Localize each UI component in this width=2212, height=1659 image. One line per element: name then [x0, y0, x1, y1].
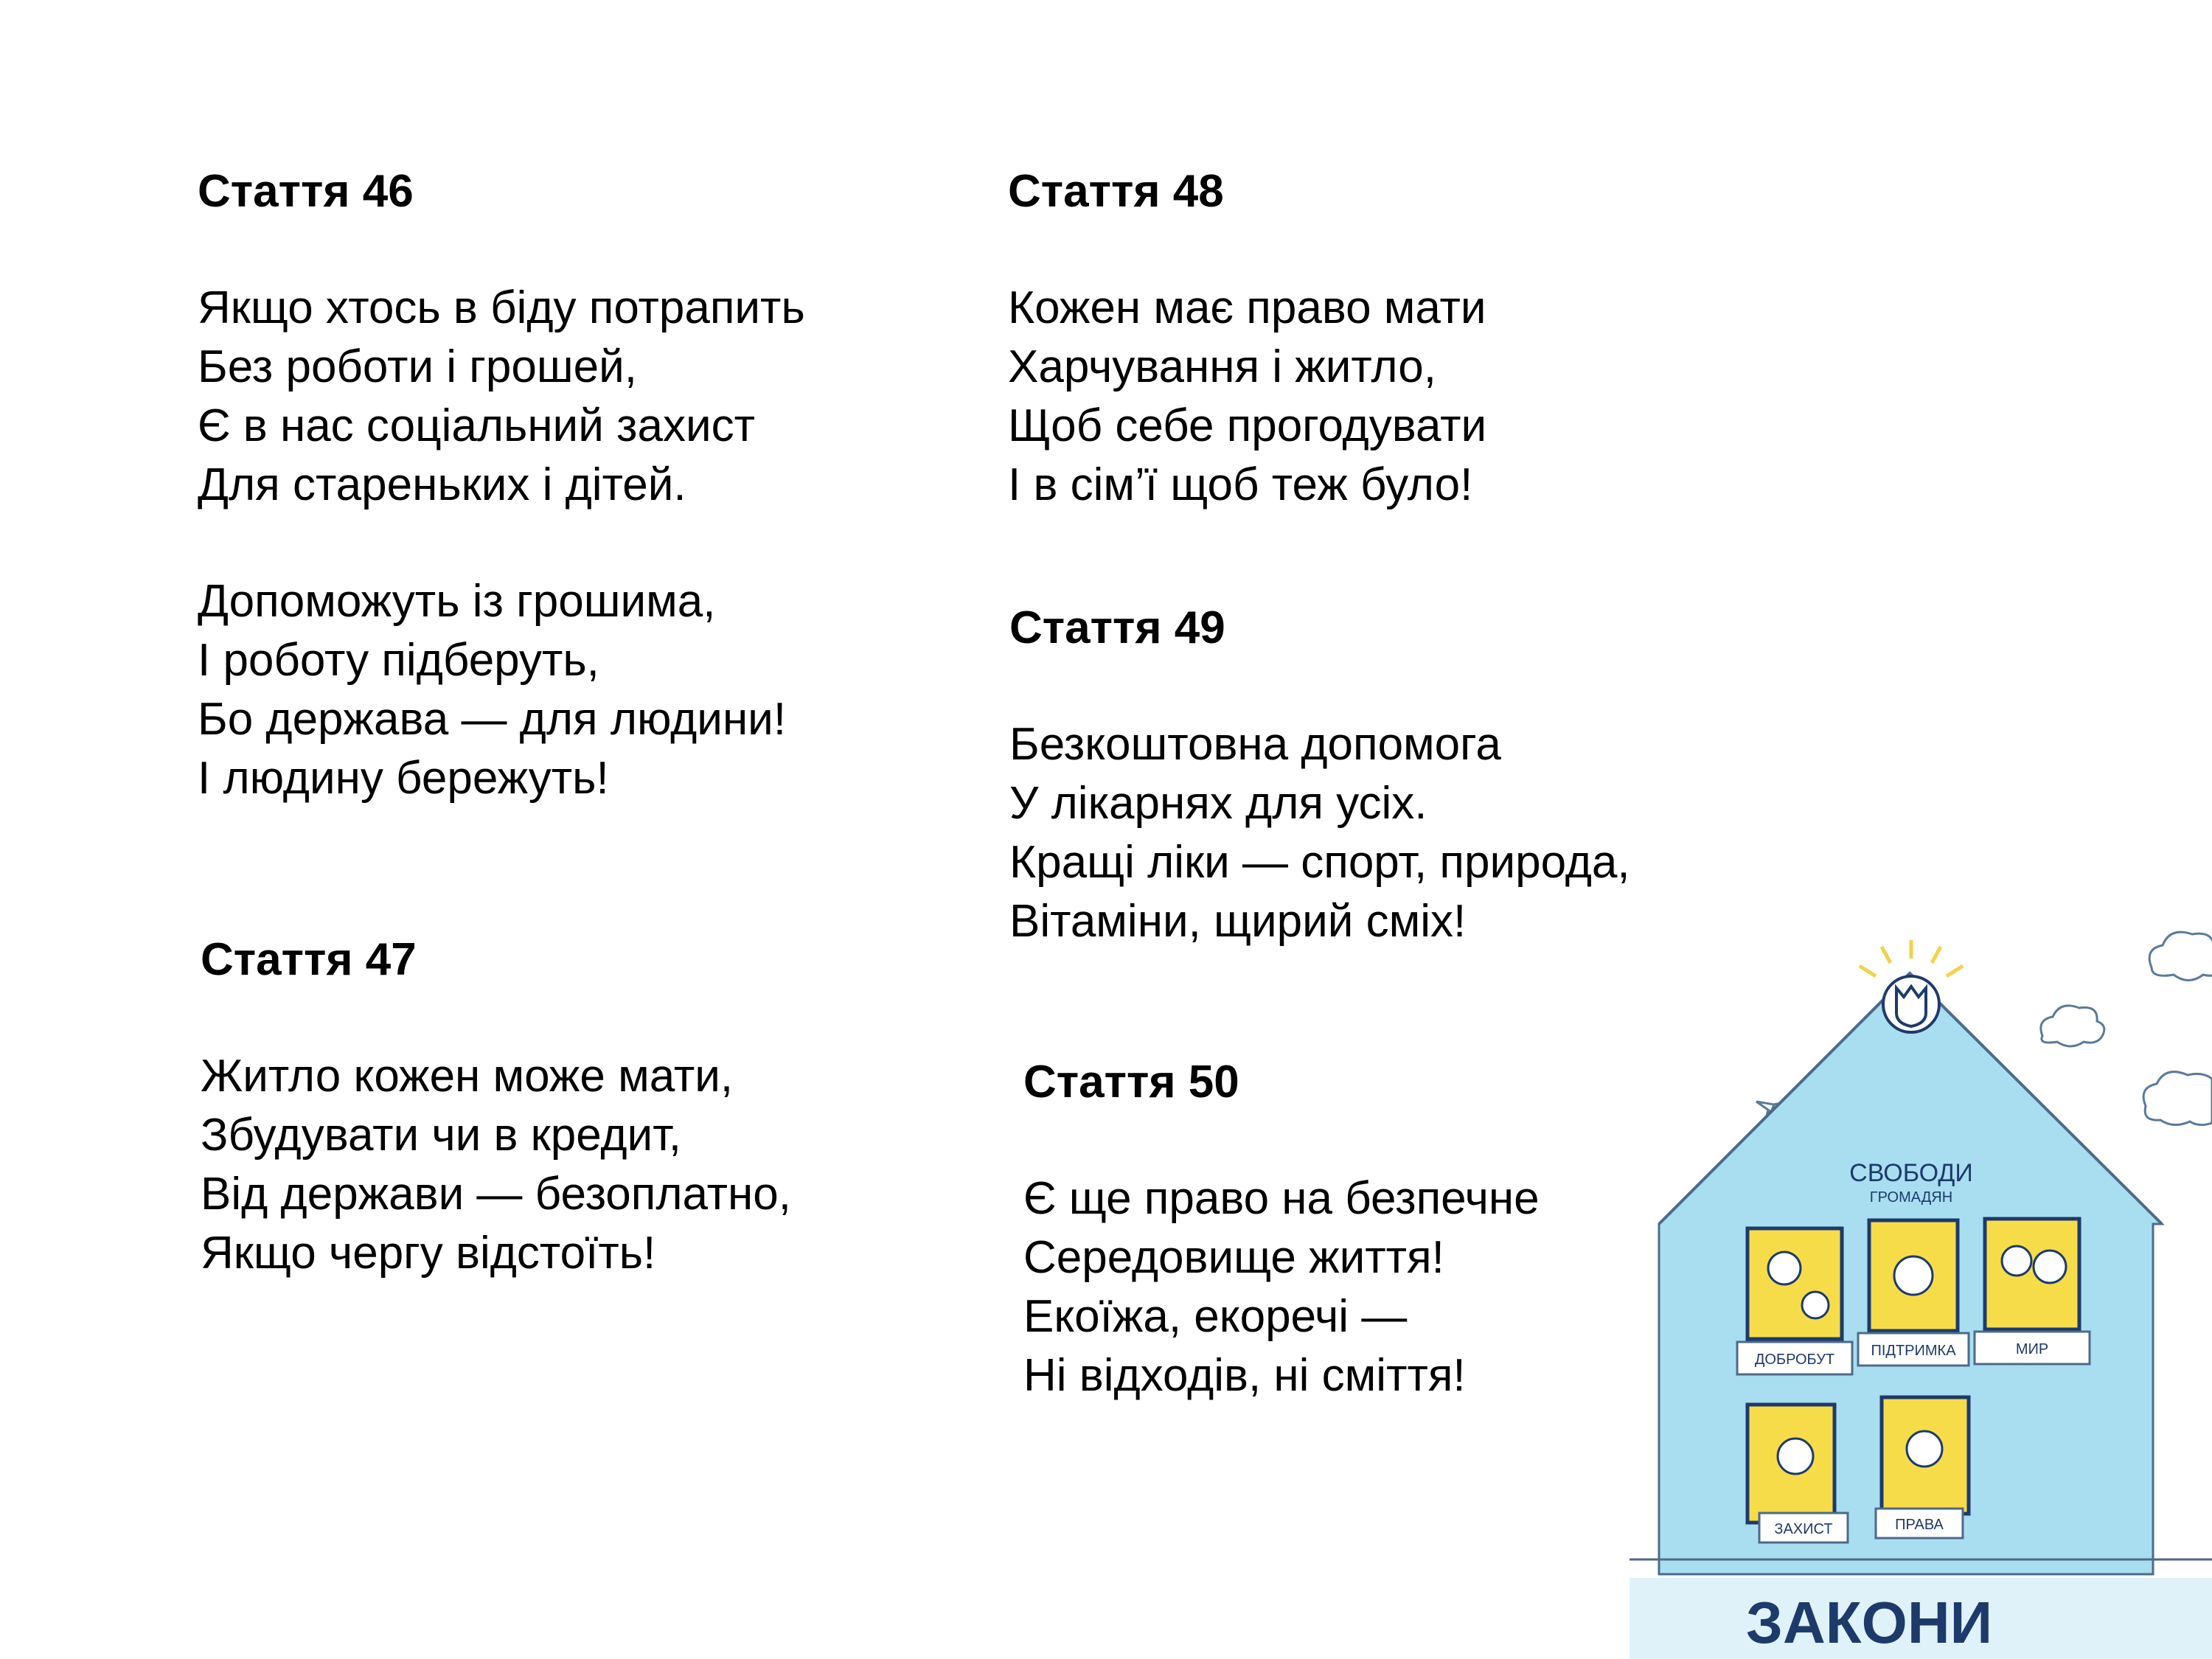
- stanza: [1009, 715, 1630, 951]
- verse-line: Є в нас соціальний захист: [198, 400, 755, 451]
- verse-line: Бо держава — для людини!: [198, 694, 787, 745]
- window-welfare: [1737, 1228, 1852, 1374]
- stanza: [1008, 279, 1486, 515]
- stanza: [198, 279, 805, 515]
- verse-line: І роботу підберуть,: [198, 635, 599, 686]
- cloud-icon: [2041, 1006, 2104, 1046]
- verse-line: Щоб себе прогодувати: [1008, 400, 1487, 451]
- house-illustration: [1607, 914, 2212, 1659]
- article-heading: Стаття 47: [201, 934, 417, 985]
- verse-line: Без роботи і грошей,: [198, 341, 637, 392]
- verse-line: Кращі ліки — спорт, природа,: [1009, 837, 1630, 888]
- verse-line: Екоїжа, екоречі —: [1023, 1291, 1408, 1342]
- verse-line: Ні відходів, ні сміття!: [1023, 1350, 1466, 1401]
- verse-line: Вітаміни, щирий сміх!: [1009, 896, 1467, 947]
- verse-line: Якщо хтось в біду потрапить: [198, 282, 805, 333]
- article-heading: Стаття 50: [1023, 1057, 1239, 1107]
- article-46: [198, 162, 805, 866]
- roof-title: СВОБОДИ: [1849, 1159, 1973, 1187]
- stanza: [201, 1047, 791, 1283]
- verse-line: Харчування і житло,: [1008, 341, 1436, 392]
- verse-line: Якщо чергу відстоїть!: [201, 1228, 656, 1279]
- coat-of-arms-icon: [1883, 976, 1939, 1032]
- stanza: [1023, 1169, 1540, 1405]
- verse-line: Є ще право на безпечне: [1023, 1173, 1540, 1224]
- verse-line: Допоможуть із грошима,: [198, 576, 716, 627]
- verse-line: І людину бережуть!: [198, 753, 609, 804]
- verse-line: Середовище життя!: [1023, 1232, 1444, 1283]
- window-peace: [1975, 1219, 2090, 1364]
- stanza: [198, 572, 805, 808]
- verse-line: Збудувати чи в кредит,: [201, 1110, 681, 1161]
- article-49: [1009, 599, 1630, 1009]
- sun-rays: [1860, 940, 1963, 976]
- verse-line: Безкоштовна допомога: [1009, 719, 1501, 770]
- article-50: [1023, 1053, 1540, 1463]
- verse-line: Кожен має право мати: [1008, 282, 1486, 333]
- verse-line: Для старенькиx і дітей.: [198, 459, 686, 510]
- verse-line: У лікарнях для усіх.: [1009, 778, 1427, 829]
- base-label: ЗАКОНИ: [1745, 1590, 1993, 1655]
- article-heading: Стаття 46: [198, 166, 414, 217]
- cloud-icon: [2143, 1072, 2212, 1125]
- verse-line: І в сім’ї щоб теж було!: [1008, 459, 1473, 510]
- svg-text:МИР: МИР: [2015, 1341, 2049, 1357]
- svg-text:ПІДТРИМКА: ПІДТРИМКА: [1871, 1343, 1956, 1359]
- svg-text:ПРАВА: ПРАВА: [1895, 1517, 1944, 1533]
- article-47: [201, 931, 791, 1340]
- cloud-icon: [2149, 932, 2212, 980]
- article-heading: Стаття 48: [1008, 166, 1224, 217]
- window-protection: [1747, 1405, 1848, 1543]
- verse-line: Від держави — безоплатно,: [201, 1169, 792, 1220]
- roof-subtitle: ГРОМАДЯН: [1869, 1189, 1953, 1206]
- window-support: [1858, 1220, 1969, 1366]
- article-heading: Стаття 49: [1009, 602, 1225, 653]
- svg-text:ДОБРОБУТ: ДОБРОБУТ: [1754, 1352, 1835, 1368]
- verse-line: Житло кожен може мати,: [201, 1051, 734, 1102]
- window-rights: [1876, 1397, 1969, 1538]
- article-48: [1008, 162, 1486, 572]
- svg-text:ЗАХИСТ: ЗАХИСТ: [1774, 1521, 1833, 1537]
